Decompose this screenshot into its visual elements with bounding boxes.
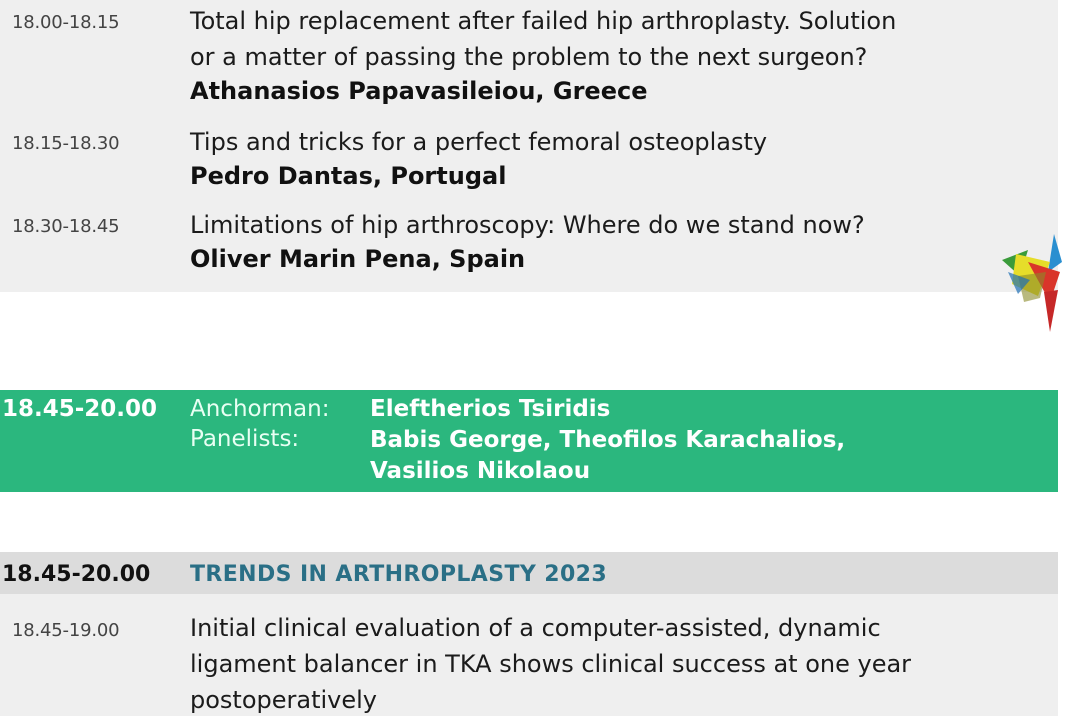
talk-speaker: Pedro Dantas, Portugal bbox=[190, 162, 507, 190]
congress-logo-icon bbox=[998, 232, 1064, 334]
talk-time: 18.30-18.45 bbox=[12, 216, 120, 237]
talk-title-line: ligament balancer in TKA shows clinical success at one year bbox=[190, 650, 912, 678]
talk-title-line: or a matter of passing the problem to the next surgeon? bbox=[190, 43, 868, 71]
talk-title-line: postoperatively bbox=[190, 686, 378, 714]
talk-speaker: Athanasios Papavasileiou, Greece bbox=[190, 77, 648, 105]
talk-title-line: Limitations of hip arthroscopy: Where do we stand now? bbox=[190, 211, 865, 239]
panel-discussion-bar bbox=[0, 390, 1058, 492]
panel-time: 18.45-20.00 bbox=[2, 396, 158, 422]
anchor-label: Anchorman: bbox=[190, 396, 330, 422]
panelists-line: Babis George, Theofilos Karachalios, bbox=[370, 427, 846, 453]
talk-time: 18.00-18.15 bbox=[12, 12, 120, 33]
talk-title bbox=[190, 610, 1010, 718]
session-header bbox=[0, 552, 1058, 594]
talk-title bbox=[190, 124, 1010, 192]
talk-title-line: Total hip replacement after failed hip arthroplasty. Solution bbox=[190, 7, 897, 35]
talk-title-line: Initial clinical evaluation of a computer-assisted, dynamic bbox=[190, 614, 881, 642]
talk-speaker: Oliver Marin Pena, Spain bbox=[190, 245, 526, 273]
talk-time: 18.45-19.00 bbox=[12, 620, 120, 641]
panelists-line: Vasilios Nikolaou bbox=[370, 458, 591, 484]
anchor-name: Eleftherios Tsiridis bbox=[370, 396, 611, 422]
session-title: TRENDS IN ARTHROPLASTY 2023 bbox=[190, 562, 608, 587]
talk-time: 18.15-18.30 bbox=[12, 133, 120, 154]
talk-title bbox=[190, 3, 1010, 107]
session-time: 18.45-20.00 bbox=[2, 562, 151, 587]
talk-title bbox=[190, 207, 1010, 275]
panelists-label: Panelists: bbox=[190, 426, 300, 452]
panelists-names bbox=[370, 425, 845, 487]
talk-title-line: Tips and tricks for a perfect femoral osteoplasty bbox=[190, 128, 768, 156]
